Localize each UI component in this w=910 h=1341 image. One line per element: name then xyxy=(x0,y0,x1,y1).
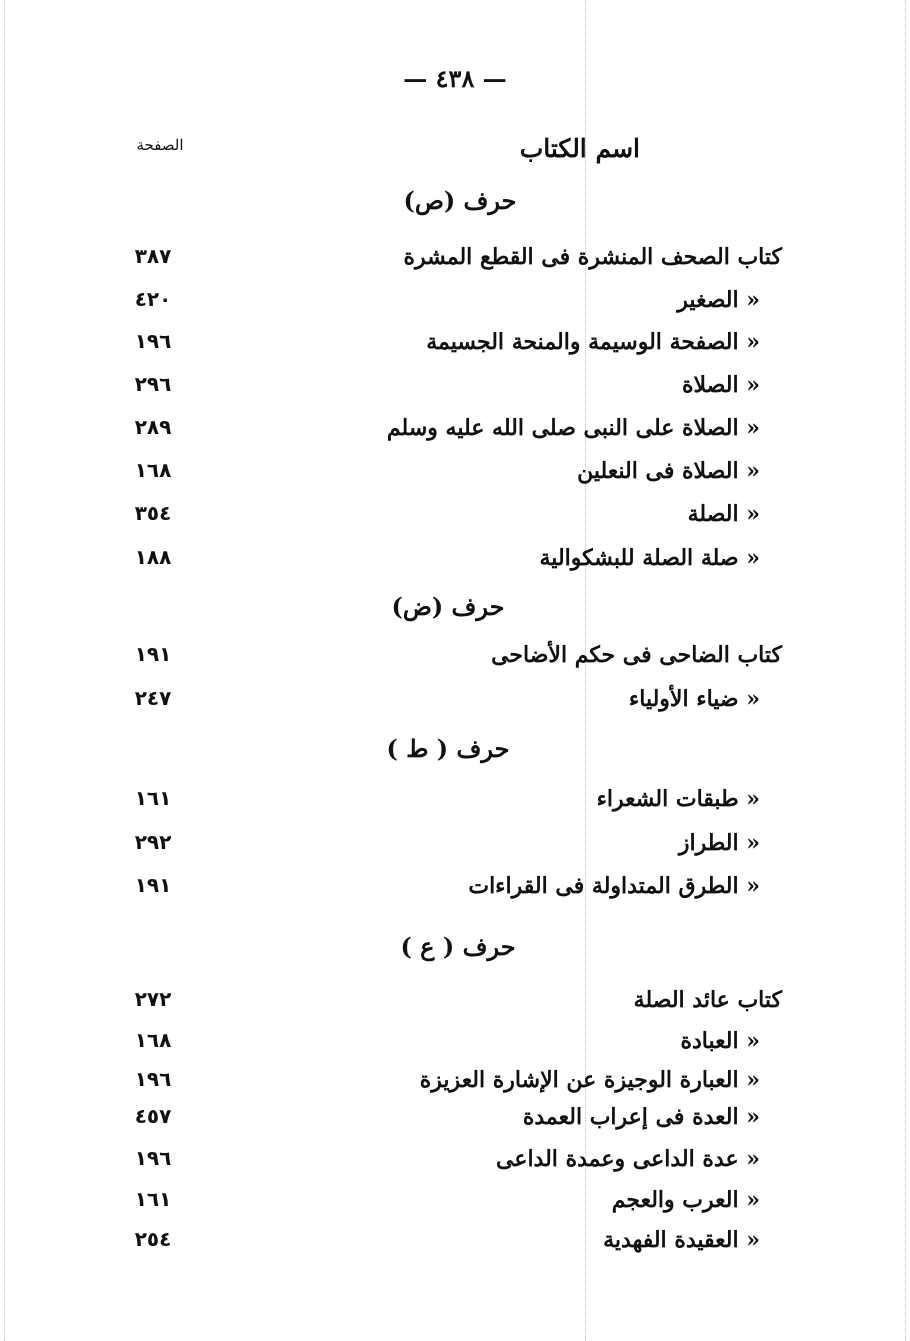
entry-title: « العبادة xyxy=(680,1028,760,1054)
section-heading-ta: حرف ( ط ) xyxy=(386,734,510,763)
index-entry xyxy=(0,287,910,323)
index-entry xyxy=(0,372,910,408)
index-entry xyxy=(0,830,910,866)
index-entry xyxy=(0,1104,910,1140)
index-entry xyxy=(0,1227,910,1263)
entry-page: ١٦١ xyxy=(134,786,172,810)
index-entry xyxy=(0,1028,910,1064)
entry-page: ٢٧٢ xyxy=(134,987,172,1011)
entry-page: ٤٢٠ xyxy=(134,287,172,311)
entry-title: « الطراز xyxy=(678,830,760,856)
entry-title: « الصلة xyxy=(687,501,760,527)
index-entry xyxy=(0,415,910,451)
section-heading-sad: حرف (ص) xyxy=(403,186,517,215)
index-entry xyxy=(0,786,910,822)
entry-page: ٤٥٧ xyxy=(134,1104,172,1128)
index-entry xyxy=(0,873,910,909)
entry-page: ١٩١ xyxy=(134,642,172,666)
section-heading-ain: حرف ( ع ) xyxy=(400,932,516,961)
index-entry xyxy=(0,329,910,365)
entry-title: « الصلاة على النبى صلى الله عليه وسلم xyxy=(386,415,760,441)
entry-title: « ضياء الأولياء xyxy=(628,686,760,712)
entry-title: « عدة الداعى وعمدة الداعى xyxy=(495,1146,760,1172)
entry-title: « العدة فى إعراب العمدة xyxy=(522,1104,760,1130)
index-entry xyxy=(0,458,910,494)
entry-page: ٢٤٧ xyxy=(134,686,172,710)
entry-title: « الصفحة الوسيمة والمنحة الجسيمة xyxy=(426,329,760,355)
index-entry xyxy=(0,545,910,581)
index-entry xyxy=(0,501,910,537)
entry-page: ٢٥٤ xyxy=(134,1227,172,1251)
entry-title: « الصلاة فى النعلين xyxy=(577,458,760,484)
entry-page: ١٩٦ xyxy=(134,1146,172,1170)
entry-page: ١٩٦ xyxy=(134,1067,172,1091)
entry-page: ١٨٨ xyxy=(134,545,172,569)
index-entry xyxy=(0,642,910,678)
entry-title: « الطرق المتداولة فى القراءات xyxy=(468,873,760,899)
column-header-title: اسم الكتاب xyxy=(519,134,640,163)
entry-page: ٢٩٦ xyxy=(134,372,172,396)
entry-title: « الصلاة xyxy=(682,372,760,398)
entry-page: ٢٨٩ xyxy=(134,415,172,439)
entry-title: « العبارة الوجيزة عن الإشارة العزيزة xyxy=(419,1067,760,1093)
column-header-page: الصفحة xyxy=(136,136,184,154)
index-entry xyxy=(0,1146,910,1182)
entry-page: ١٦٨ xyxy=(134,458,172,482)
index-entry xyxy=(0,987,910,1023)
entry-page: ٢٩٢ xyxy=(134,830,172,854)
entry-page: ٣٥٤ xyxy=(134,501,172,525)
index-entry xyxy=(0,1187,910,1223)
section-heading-dad: حرف (ض) xyxy=(391,592,505,621)
page-number: — ٤٣٨ — xyxy=(403,64,507,93)
index-entry xyxy=(0,1067,910,1103)
entry-title: كتاب عائد الصلة xyxy=(633,987,782,1013)
entry-title: كتاب الصحف المنشرة فى القطع المشرة xyxy=(403,244,782,270)
entry-page: ٣٨٧ xyxy=(134,244,172,268)
index-entry xyxy=(0,686,910,722)
entry-title: « العقيدة الفهدية xyxy=(603,1227,760,1253)
entry-title: « صلة الصلة للبشكوالية xyxy=(539,545,760,571)
entry-title: « العرب والعجم xyxy=(611,1187,760,1213)
entry-page: ١٩٦ xyxy=(134,329,172,353)
entry-page: ١٦٨ xyxy=(134,1028,172,1052)
entry-page: ١٩١ xyxy=(134,873,172,897)
index-entry xyxy=(0,244,910,280)
entry-title: كتاب الضاحى فى حكم الأضاحى xyxy=(491,642,782,668)
entry-title: « طبقات الشعراء xyxy=(596,786,760,812)
entry-title: « الصغير xyxy=(677,287,760,313)
entry-page: ١٦١ xyxy=(134,1187,172,1211)
